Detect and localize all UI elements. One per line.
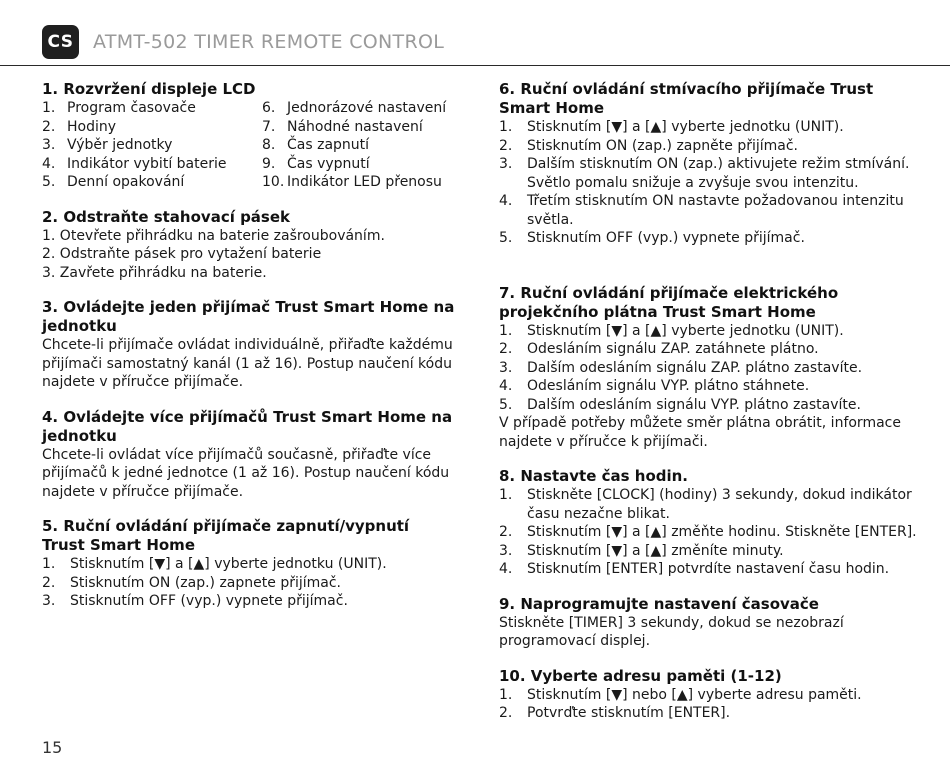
step-line: 1. Otevřete přihrádku na baterie zašroubováním. — [42, 227, 385, 244]
section-10 — [499, 667, 919, 723]
step-list — [499, 686, 919, 723]
list-item: 7. Náhodné nastavení — [262, 118, 423, 135]
list-item: 3. Dalším odesláním signálu ZAP. plátno zastavíte. — [499, 359, 863, 376]
section-title: 7. Ruční ovládání přijímače elektrického projekčního plátna Trust Smart Home — [499, 283, 839, 321]
list-item: 1. Program časovače — [42, 100, 196, 116]
section-title: 9. Naprogramujte nastavení časovače — [499, 594, 819, 613]
list-item: 10. Indikátor LED přenosu — [262, 174, 442, 190]
page-number: 15 — [42, 738, 63, 757]
lcd-legend — [42, 99, 457, 192]
step-line: 3. Zavřete přihrádku na baterie. — [42, 264, 267, 281]
left-column — [42, 80, 457, 627]
list-item: 5. Stisknutím OFF (vyp.) vypnete přijímač. — [499, 230, 805, 246]
list-item: 3. Výběr jednotky — [42, 137, 173, 153]
list-item: 3. Stisknutím OFF (vyp.) vypnete přijímač. — [42, 593, 348, 609]
list-item: 8. Čas zapnutí — [262, 137, 370, 153]
list-item: 1. Stisknutím [▼] a [▲] vyberte jednotku (UNIT). — [499, 119, 844, 135]
section-9 — [499, 595, 919, 651]
section-title: 1. Rozvržení displeje LCD — [42, 80, 256, 98]
right-column — [499, 80, 919, 739]
section-4 — [42, 408, 457, 502]
list-item: 1. Stisknutím [▼] nebo [▲] vyberte adresu paměti. — [499, 686, 862, 703]
list-item: 2. Odesláním signálu ZAP. zatáhnete plátno. — [499, 341, 819, 357]
header-divider — [0, 65, 950, 66]
list-item: 2. Hodiny — [42, 118, 117, 135]
list-item: 3. Stisknutím [▼] a [▲] změníte minuty. — [499, 542, 784, 559]
step-line: 2. Odstraňte pásek pro vytažení baterie — [42, 246, 322, 262]
section-body: V případě potřeby můžete směr plátna obrátit, informace najdete v příručce k přijímači. — [499, 415, 901, 450]
section-5 — [42, 517, 457, 611]
section-6 — [499, 80, 919, 248]
list-item: 2. Stisknutím ON (zap.) zapnete přijímač. — [42, 574, 341, 591]
section-7 — [499, 284, 919, 452]
step-list — [42, 555, 457, 611]
list-item: 2. Stisknutím ON (zap.) zapněte přijímač. — [499, 137, 798, 154]
language-badge: CS — [42, 25, 79, 59]
section-title: 3. Ovládejte jeden přijímač Trust Smart Home na jednotku — [42, 298, 455, 335]
section-body: Chcete-li přijímače ovládat individuálně, přiřaďte každému přijímači samostatný kanál (1 až 16). Postup naučení kódu najdete v příručce přijímače. — [42, 337, 453, 390]
list-item: 4. Stisknutím [ENTER] potvrdíte nastavení času hodin. — [499, 561, 890, 577]
list-item: 2. Potvrďte stisknutím [ENTER]. — [499, 705, 731, 721]
document-title: ATMT-502 TIMER REMOTE CONTROL — [93, 31, 445, 53]
section-title: 6. Ruční ovládání stmívacího přijímače Trust Smart Home — [499, 80, 874, 117]
step-list — [499, 322, 919, 415]
section-body: Chcete-li ovládat více přijímačů současně, přiřaďte více přijímačů k jedné jednotce (1 až 16). Postup naučení kódu najdete v příručce přijímače. — [42, 446, 450, 500]
section-title: 5. Ruční ovládání přijímače zapnutí/vypnutí Trust Smart Home — [42, 517, 410, 554]
section-1 — [42, 80, 457, 192]
list-item: 1. Stisknutím [▼] a [▲] vyberte jednotku (UNIT). — [499, 322, 844, 339]
section-title: 2. Odstraňte stahovací pásek — [42, 207, 291, 226]
section-2 — [42, 208, 457, 283]
step-list — [499, 118, 919, 248]
step-list — [499, 486, 919, 579]
list-item: 5. Denní opakování — [42, 174, 185, 190]
section-3 — [42, 298, 457, 392]
section-body: Stiskněte [TIMER] 3 sekundy, dokud se nezobrazí programovací displej. — [499, 614, 844, 649]
spacer — [499, 264, 919, 284]
lcd-legend-list-a — [42, 99, 262, 192]
section-8 — [499, 467, 919, 579]
list-item: 1. Stisknutím [▼] a [▲] vyberte jednotku (UNIT). — [42, 556, 387, 572]
list-item: 9. Čas vypnutí — [262, 155, 370, 172]
list-item: 3. Dalším stisknutím ON (zap.) aktivujete režim stmívání. Světlo pomalu snižuje a zvyšuje svou intenzitu. — [499, 156, 910, 191]
list-item: 6. Jednorázové nastavení — [262, 100, 447, 116]
section-title: 4. Ovládejte více přijímačů Trust Smart Home na jednotku — [42, 407, 453, 445]
list-item: 4. Odesláním signálu VYP. plátno stáhnete. — [499, 378, 810, 394]
list-item: 4. Indikátor vybití baterie — [42, 155, 227, 172]
page-header — [0, 0, 950, 66]
list-item: 5. Dalším odesláním signálu VYP. plátno zastavíte. — [499, 396, 861, 413]
list-item: 1. Stiskněte [CLOCK] (hodiny) 3 sekundy, dokud indikátor času nezačne blikat. — [499, 487, 912, 522]
list-item: 2. Stisknutím [▼] a [▲] změňte hodinu. Stiskněte [ENTER]. — [499, 524, 917, 540]
list-item: 4. Třetím stisknutím ON nastavte požadovanou intenzitu světla. — [499, 193, 904, 228]
lcd-legend-list-b — [262, 99, 457, 192]
section-title: 10. Vyberte adresu paměti (1-12) — [499, 666, 782, 685]
section-title: 8. Nastavte čas hodin. — [499, 467, 689, 485]
